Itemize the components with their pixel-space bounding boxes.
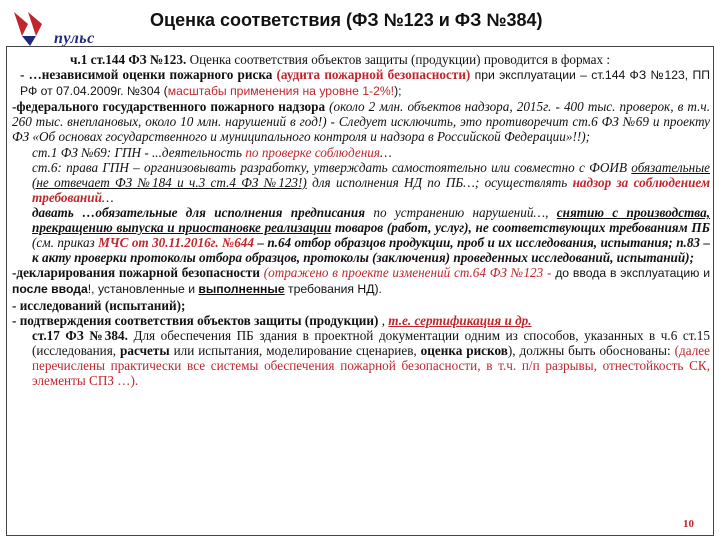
paragraph-state-supervision: -федерального государственного пожарного надзора (около 2 млн. объектов надзора, 2015г. - 400 тыс. проверок, в т.ч. 260 тыс. внеплановых, около 10 млн. нарушений в год!) - Следует исключить, это противоречит ст.6 ФЗ №69 и проекту ФЗ «Об основах государственного и муниципального контроля и надзора в Российской Федерации»!!); [12,99,710,145]
paragraph-prescriptions: давать …обязательные для исполнения предписания по устранению нарушений…, снятию с производства, прекращению выпуска и приостановке реализации товаров (работ, услуг), не соответствующих требованиям ПБ (см. приказ МЧС от 30.11.2016г. №644 – п.64 отбор образцов продукции, проб и их исследования, испытания; п.83 – к акту проверки протоколы отбора образцов, протоколы (заключения) проведенных исследований, испытаний); [32,204,710,266]
document-body [12,52,710,388]
paragraph-research: - исследований (испытаний); [12,297,186,313]
paragraph-risk-assessment: - …независимой оценки пожарного риска (аудита пожарной безопасности) при эксплуатации – ст.144 ФЗ №123, ПП РФ от 07.04.2009г. №304 (масштабы применения на уровне 1-2%!); [20,67,710,99]
page-number: 10 [683,518,694,530]
paragraph-forms: ч.1 ст.144 ФЗ №123. Оценка соответствия объектов защиты (продукции) проводится в формах : [70,52,611,67]
paragraph-fz69-art6: ст.6: права ГПН – организовывать разработку, утверждать самостоятельно или совместно с ФОИВ обязательные (не отвечает ФЗ №184 и ч.3 ст.4 ФЗ №123!) для исполнения НД по ПБ…; осуществлять надзор за соблюдением требований… [32,159,710,205]
paragraph-fz69-art1: ст.1 ФЗ №69: ГПН - ...деятельность по проверке соблюдения… [32,144,392,160]
paragraph-fz384-art17: ст.17 ФЗ №384. Для обеспечения ПБ здания в проектной документации одним из способов, указанных в ч.6 ст.15 (исследования, расчеты или испытания, моделирование сценариев, оценка рисков), должны быть обоснованы: (далее перечислены практически все системы обеспечения пожарной безопасности, в т.ч. п/п разрывы, отнестойкость СК, элементы СПЗ …). [32,327,710,388]
paragraph-conformity: - подтверждения соответствия объектов защиты (продукции) , т.е. сертификация и др. [12,312,532,328]
logo [8,6,128,50]
paragraph-declaration: -декларирования пожарной безопасности (отражено в проекте изменений ст.64 ФЗ №123 - до ввода в эксплуатацию и после ввода!, установленные и выполненные требования НД). [12,265,710,297]
page-title: Оценка соответствия (ФЗ №123 и ФЗ №384) [150,10,543,30]
logo-text: пульс [54,30,95,47]
